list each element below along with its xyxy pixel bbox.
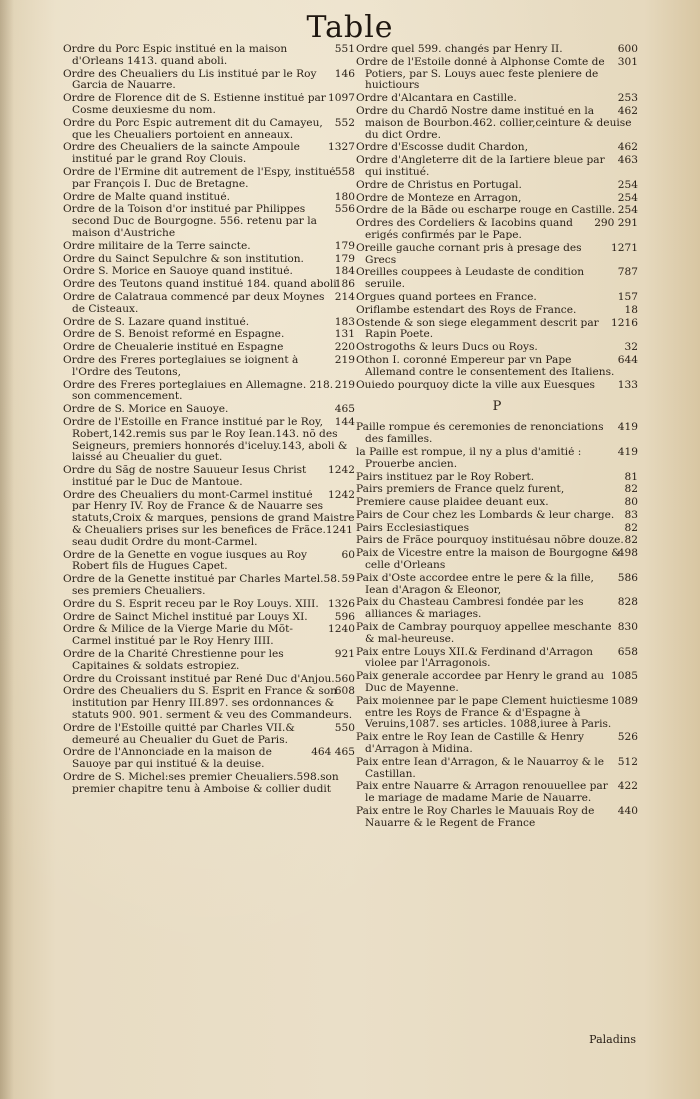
entry-text: Ordre de la Bãde ou escharpe rouge en Castille. xyxy=(356,205,616,217)
entry-text: Ordre d'Angleterre dit de la Iartiere bleue par qui institué. xyxy=(356,155,605,178)
entry-page-number: 219 xyxy=(334,379,355,391)
entry-page-number: 828 xyxy=(617,597,638,609)
entry-text: la Paille est rompue, il ny a plus d'amitié : Prouerbe ancien. xyxy=(356,446,582,470)
entry-text: Ordre des Cheualiers du Lis institué par le Roy Garcia de Nauarre. xyxy=(63,68,317,92)
index-entry xyxy=(63,612,355,624)
index-entry xyxy=(356,218,638,242)
entry-page-number: 422 xyxy=(617,781,638,793)
index-entry xyxy=(356,355,638,379)
index-entry xyxy=(356,205,638,217)
entry-page-number: 253 xyxy=(617,93,638,105)
index-entry xyxy=(356,535,638,547)
entry-page-number: 133 xyxy=(617,379,638,391)
entry-text: Ordre de S. Lazare quand institué. xyxy=(63,316,250,328)
entry-text: Ostrogoths & leurs Ducs ou Roys. xyxy=(356,342,538,354)
entry-page-number: 60 xyxy=(341,549,355,561)
index-entry xyxy=(356,447,638,471)
entry-text: Ordre du S. Esprit receu par le Roy Louys. XIII. xyxy=(63,598,319,610)
entry-page-number: 463 xyxy=(617,155,638,167)
index-entry xyxy=(356,622,638,646)
entry-text: Oriflambe estendart des Roys de France. xyxy=(356,304,577,316)
entry-page-number: 184 xyxy=(334,266,355,278)
left-column xyxy=(63,44,355,797)
entry-text: Ordre de l'Ermine dit autrement de l'Espy, institué par François I. Duc de Bretagne. xyxy=(63,166,336,190)
entry-text: Ordre des Freres porteglaiues en Allemagne. 218. son commencement. xyxy=(63,379,334,403)
entry-text: Paix de Cambray pourquoy appellee meschante & mal-heureuse. xyxy=(356,622,612,645)
entry-page-number: 498 xyxy=(617,548,638,560)
entry-page-number: 146 xyxy=(334,68,355,80)
index-entry xyxy=(63,404,355,416)
entry-text: Ordre de l'Estoille en France institué par le Roy, Robert,142.remis sus par le Roy Iean.143. nõ des Seigneurs, premiers honnorés d'iceluy.143, aboli & laissé au Cheualier du guet. xyxy=(63,416,348,464)
entry-text: Ordre de l'Estoille quitté par Charles VII.& demeuré au Cheualier du Guet de Paris. xyxy=(63,722,295,746)
entry-text: Pairs instituez par le Roy Robert. xyxy=(356,471,535,483)
entry-page-number: 81 xyxy=(624,471,638,483)
index-entry xyxy=(63,772,355,796)
entry-text: Ordre de Florence dit de S. Estienne institué par Cosme deuxiesme du nom. xyxy=(63,93,326,116)
entry-text: Ostende & son siege elegamment descrit par Rapin Poete. xyxy=(356,317,599,341)
entry-page-number: 82 xyxy=(624,522,638,534)
entry-page-number: 220 xyxy=(334,342,355,354)
entry-page-number: 440 xyxy=(617,806,638,818)
entry-page-number: 214 xyxy=(334,291,355,303)
entry-page-number: 1216 xyxy=(611,317,638,329)
entry-text: Ouiedo pourquoy dicte la ville aux Euesques xyxy=(356,379,595,391)
index-entry xyxy=(63,44,355,68)
page-title: Table xyxy=(306,10,394,45)
entry-text: Ordre de l'Annonciade en la maison de Sauoye par qui institué & la deuise. xyxy=(63,747,272,771)
entry-text: Ordre du Porc Espic institué en la maison d'Orleans 1413. quand aboli. xyxy=(63,44,288,67)
entry-page-number: 1242 xyxy=(328,465,355,477)
entry-text: Paix entre le Roy Iean de Castille & Henry d'Arragon à Midina. xyxy=(356,732,584,756)
index-entry xyxy=(63,624,355,648)
entry-page-number: 1085 xyxy=(611,671,638,683)
entry-page-number: 179 xyxy=(334,253,355,265)
index-entry xyxy=(63,574,355,598)
entry-text: Pairs de Cour chez les Lombards & leur charge. xyxy=(356,509,615,521)
entry-text: Ordre de S. Morice en Sauoye. xyxy=(63,404,229,416)
index-entry xyxy=(63,241,355,253)
index-entry xyxy=(63,118,355,142)
entry-page-number: 586 xyxy=(617,572,638,584)
entry-text: Paix moiennee par le pape Clement huictiesme entre les Roys de France & d'Espagne à Veruins,1087. ses articles. 1088,iuree à Paris. xyxy=(356,695,612,731)
index-entry xyxy=(356,193,638,205)
entry-page-number: 526 xyxy=(617,732,638,744)
entry-text: Ordre S. Morice en Sauoye quand institué. xyxy=(63,266,293,278)
index-entry xyxy=(356,781,638,805)
entry-text: Paix generale accordee par Henry le grand au Duc de Mayenne. xyxy=(356,671,605,695)
index-entry xyxy=(63,329,355,341)
entry-text: Paille rompue és ceremonies de renonciations des familles. xyxy=(356,422,604,446)
entry-page-number: 1327 xyxy=(328,142,355,154)
entry-page-number: 301 xyxy=(617,56,638,68)
index-entry xyxy=(356,757,638,781)
index-entry xyxy=(63,686,355,721)
index-entry xyxy=(356,696,638,731)
entry-page-number: 131 xyxy=(334,329,355,341)
entry-page-number: 254 xyxy=(617,192,638,204)
entry-page-number: 82 xyxy=(624,484,638,496)
entry-text: Oreille gauche cornant pris à presage des Grecs xyxy=(356,242,582,266)
entry-text: Ordre quel 599. changés par Henry II. xyxy=(356,44,563,55)
entry-page-number: 18 xyxy=(624,304,638,316)
entry-page-number: 1242 xyxy=(328,489,355,501)
entry-text: Ordre de la Genette en vogue iusques au Roy Robert fils de Hugues Capet. xyxy=(63,549,307,573)
entry-text: Ordre de Malte quand institué. xyxy=(63,191,230,203)
entry-page-number: 558 xyxy=(334,166,355,178)
index-entry xyxy=(63,674,355,686)
entry-page-number: 1240 xyxy=(328,624,355,636)
entry-text: Paix de Vicestre entre la maison de Bourgogne & celle d'Orleans xyxy=(356,548,621,572)
entry-text: Ordre des Cheualiers du mont-Carmel institué par Henry IV. Roy de France & de Nauarre ses statuts,Croix & marques, pensions de grand Maistre & Cheualiers prises sur les benefices de Frãce.1241 seau dudit Ordre du mont-Carmel. xyxy=(63,489,355,548)
entry-text: Ordre de Sainct Michel institué par Louys XI. xyxy=(63,611,308,623)
entry-text: Ordre d'Escosse dudit Chardon, xyxy=(356,142,528,154)
entry-text: Ordre du Porc Espic autrement dit du Camayeu, que les Cheualiers portoient en anneaux. xyxy=(63,117,323,141)
index-entry xyxy=(356,484,638,496)
entry-text: Ordre de la Toison d'or institué par Philippes second Duc de Bourgogne. 556. retenu par la maison d'Austriche xyxy=(63,204,317,239)
index-entry xyxy=(63,69,355,93)
entry-text: Ordre du Chardõ Nostre dame institué en la maison de Bourbon.462. collier,ceinture & deuise du dict Ordre. xyxy=(356,105,632,141)
entry-text: Ordre des Cheualiers de la saincte Ampoule institué par le grand Roy Clouis. xyxy=(63,142,300,166)
entry-page-number: 787 xyxy=(617,267,638,279)
index-entry xyxy=(63,192,355,204)
entry-page-number: 290 291 xyxy=(594,218,638,230)
index-entry xyxy=(356,267,638,291)
index-entry xyxy=(63,292,355,316)
index-entry xyxy=(63,723,355,747)
entry-page-number: 644 xyxy=(617,354,638,366)
entry-page-number: 464 465 xyxy=(311,747,355,759)
index-entry xyxy=(356,732,638,756)
entry-text: Paix entre Iean d'Arragon, & le Nauarroy & le Castillan. xyxy=(356,756,605,780)
entry-page-number: 658 xyxy=(617,646,638,658)
entry-page-number: 560 xyxy=(334,673,355,685)
index-entry xyxy=(356,806,638,830)
index-entry xyxy=(356,671,638,695)
entry-page-number: 183 xyxy=(334,316,355,328)
entry-page-number: 144 xyxy=(334,416,355,428)
entry-page-number: 921 xyxy=(334,649,355,661)
entry-text: Ordres des Cordeliers & Iacobins quand erigés confirmés par le Pape. xyxy=(356,218,573,241)
entry-page-number: 600 xyxy=(617,44,638,55)
index-entry xyxy=(356,523,638,535)
right-column xyxy=(356,44,638,831)
index-entry xyxy=(356,647,638,671)
entry-text: Ordre du Croissant institué par René Duc d'Anjou. xyxy=(63,673,335,685)
entry-text: Ordre de Monteze en Arragon, xyxy=(356,192,522,204)
index-entry xyxy=(63,355,355,379)
index-entry xyxy=(63,550,355,574)
entry-text: Ordre militaire de la Terre saincte. xyxy=(63,240,251,252)
entry-page-number: 1326 xyxy=(328,598,355,610)
index-entry xyxy=(356,155,638,179)
index-entry xyxy=(356,142,638,154)
index-entry xyxy=(63,266,355,278)
index-entry xyxy=(356,93,638,105)
entry-text: Paix du Chasteau Cambresi fondée par les alliances & mariages. xyxy=(356,597,584,621)
entry-text: Orgues quand portees en France. xyxy=(356,291,537,303)
entry-page-number: 254 xyxy=(617,179,638,191)
entry-page-number: 512 xyxy=(617,756,638,768)
index-entry xyxy=(356,180,638,192)
index-entry xyxy=(63,465,355,489)
entry-text: Ordre des Teutons quand institué 184. quand aboli xyxy=(63,279,337,291)
index-entry xyxy=(356,573,638,597)
index-entry xyxy=(356,57,638,92)
entry-page-number: 219 xyxy=(334,354,355,366)
binding-shadow xyxy=(0,0,14,1099)
entry-text: Pairs Ecclesiastiques xyxy=(356,522,470,534)
index-entry xyxy=(63,317,355,329)
entry-page-number: 254 xyxy=(617,205,638,217)
entry-page-number: 83 xyxy=(624,509,638,521)
entry-text: Ordre de la Charité Chrestienne pour les Capitaines & soldats estropiez. xyxy=(63,649,284,672)
entry-page-number: 82 xyxy=(624,535,638,547)
index-entry xyxy=(63,417,355,464)
index-entry xyxy=(63,649,355,673)
entry-page-number: 462 xyxy=(617,105,638,117)
entry-text: Ordre & Milice de la Vierge Marie du Mõt-Carmel institué par le Roy Henry IIII. xyxy=(63,624,293,648)
entry-text: Ordre de l'Estoile donné à Alphonse Comte de Potiers, par S. Louys auec feste pleniere de huictiours xyxy=(356,56,605,92)
entry-page-number: 596 xyxy=(334,611,355,623)
entry-text: Ordre de S. Michel:ses premier Cheualiers.598.son premier chapitre tenu à Amboise & collier dudit xyxy=(63,772,339,795)
index-entry xyxy=(356,497,638,509)
index-entry xyxy=(63,342,355,354)
index-entry xyxy=(63,93,355,117)
index-entry xyxy=(63,380,355,404)
entry-page-number: 157 xyxy=(617,291,638,303)
entry-page-number: 186 xyxy=(334,279,355,291)
entry-text: Premiere cause plaidee deuant eux. xyxy=(356,497,549,509)
index-entry xyxy=(356,44,638,56)
catchword: Paladins xyxy=(589,1033,636,1046)
index-entry xyxy=(356,548,638,572)
index-entry xyxy=(356,106,638,141)
entry-page-number: 608 xyxy=(334,686,355,698)
entry-text: Ordre de Calatraua commencé par deux Moynes de Cisteaux. xyxy=(63,291,325,315)
entry-page-number: 552 xyxy=(334,117,355,129)
index-entry xyxy=(356,342,638,354)
entry-page-number: 1089 xyxy=(611,695,638,707)
index-entry xyxy=(63,204,355,239)
entry-page-number: 179 xyxy=(334,240,355,252)
entry-page-number: 556 xyxy=(334,204,355,216)
index-entry xyxy=(356,510,638,522)
entry-text: Ordre de la Genette institué par Charles Martel.58. ses premiers Cheualiers. xyxy=(63,574,341,598)
entry-text: Paix entre Nauarre & Arragon renouuellee par le mariage de madame Marie de Nauarre. xyxy=(356,781,608,805)
entry-page-number: 1271 xyxy=(611,242,638,254)
section-letter: P xyxy=(492,399,502,415)
entry-page-number: 830 xyxy=(617,622,638,634)
entry-text: Ordre de Cheualerie institué en Espagne xyxy=(63,342,284,354)
entry-text: Ordre du Sãg de nostre Sauueur Iesus Christ institué par le Duc de Mantoue. xyxy=(63,465,307,488)
index-entry xyxy=(63,279,355,291)
index-entry xyxy=(356,243,638,267)
index-entry xyxy=(63,747,355,771)
index-entry xyxy=(63,490,355,549)
entry-page-number: 1097 xyxy=(328,93,355,105)
entry-page-number: 80 xyxy=(624,497,638,509)
index-entry xyxy=(356,597,638,621)
entry-text: Paix d'Oste accordee entre le pere & la fille, Iean d'Aragon & Eleonor, xyxy=(356,572,594,596)
entry-text: Ordre du Sainct Sepulchre & son institution. xyxy=(63,253,304,265)
entry-page-number: 551 xyxy=(334,44,355,55)
entry-text: Othon I. coronné Empereur par vn Pape Allemand contre le consentement des Italiens. xyxy=(356,354,615,378)
entry-page-number: 550 xyxy=(334,722,355,734)
entry-text: Paix entre Louys XII.& Ferdinand d'Arragon violee par l'Arragonois. xyxy=(356,646,594,670)
index-entry xyxy=(356,422,638,446)
entry-text: Ordre des Cheualiers du S. Esprit en France & son institution par Henry III.897. ses ordonnances & statuts 900. 901. serment & veu des Commandeurs. xyxy=(63,686,353,722)
entry-text: Ordre de S. Benoist reformé en Espagne. xyxy=(63,329,285,341)
index-entry xyxy=(356,380,638,392)
index-entry xyxy=(63,142,355,166)
entry-page-number: 419 xyxy=(617,422,638,434)
entry-text: Ordre de Christus en Portugal. xyxy=(356,179,522,191)
entry-text: Ordre d'Alcantara en Castille. xyxy=(356,93,517,105)
entry-text: Oreilles couppees à Leudaste de condition seruile. xyxy=(356,267,585,291)
entry-page-number: 59 xyxy=(341,574,355,586)
index-entry xyxy=(63,167,355,191)
index-entry xyxy=(63,254,355,266)
entry-page-number: 462 xyxy=(617,142,638,154)
index-entry xyxy=(63,599,355,611)
index-entry xyxy=(356,318,638,342)
entry-page-number: 465 xyxy=(334,404,355,416)
entry-text: Pairs de Frãce pourquoy instituésau nõbre douze. xyxy=(356,535,624,547)
entry-page-number: 32 xyxy=(624,342,638,354)
entry-page-number: 180 xyxy=(334,191,355,203)
index-entry xyxy=(356,472,638,484)
entry-text: Pairs premiers de France quelz furent, xyxy=(356,484,565,496)
entry-text: Ordre des Freres porteglaiues se ioignent à l'Ordre des Teutons, xyxy=(63,354,299,378)
entry-text: Paix entre le Roy Charles le Mauuais Roy de Nauarre & le Regent de France xyxy=(356,806,595,829)
index-entry xyxy=(356,305,638,317)
entry-page-number: 419 xyxy=(617,446,638,458)
index-entry xyxy=(356,292,638,304)
